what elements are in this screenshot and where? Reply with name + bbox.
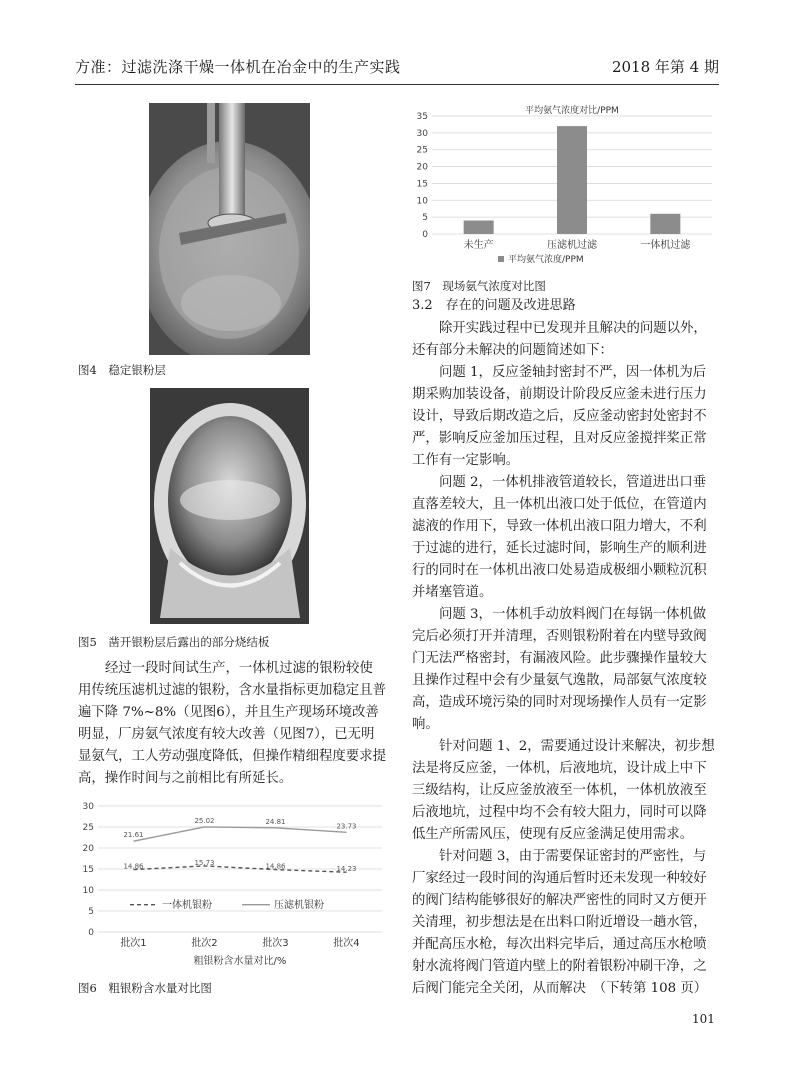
data-label: 14.23 [336,865,357,874]
figure-7-caption: 图7 现场氨气浓度对比图 [412,279,546,293]
bar [464,221,494,234]
y-tick-label: 20 [82,844,94,854]
y-tick-label: 20 [416,162,428,173]
y-tick-label: 0 [422,230,428,240]
x-axis-label: 粗银粉含水量对比/% [193,956,287,967]
paragraph: 问题 1，反应釜轴封密封不严，因一体机为后期采购加装设备，前期设计阶段反应釜未进行压力设计，导致后期改造之后，反应釜动密封处密封不严，影响反应釜加压过程，且对反应釜搅拌桨正常工作有一定影响。 [412,365,707,468]
ammonia-bar-chart [404,102,716,272]
series-line [134,827,347,841]
data-label: 23.73 [336,822,357,831]
figure-6-chart [78,796,388,972]
y-tick-label: 25 [82,823,94,833]
data-label: 25.02 [194,816,215,825]
page-number: 101 [692,1012,715,1026]
bar [650,214,680,234]
y-tick-label: 15 [82,865,94,875]
x-tick-label: 批次1 [120,938,147,949]
figure-4-caption: 图4 稳定银粉层 [78,363,166,377]
y-tick-label: 30 [82,802,94,812]
right-column-text [412,318,718,1000]
data-label: 15.73 [194,858,215,867]
legend-label: 平均氨气浓度/PPM [508,255,584,265]
y-tick-label: 25 [416,145,428,156]
x-tick-label: 批次3 [262,938,289,949]
y-tick-label: 15 [416,179,428,190]
figure-4-image [149,103,310,355]
x-tick-label: 一体机过滤 [640,240,691,251]
figure-5-caption: 图5 凿开银粉层后露出的部分烧结板 [78,635,270,649]
left-column-text [78,658,386,790]
bar [557,126,587,234]
data-label: 24.81 [265,817,286,826]
legend-label: 一体机银粉 [162,900,212,912]
x-tick-label: 批次4 [333,938,360,949]
y-tick-label: 35 [416,112,428,122]
data-label: 14.86 [265,862,286,871]
moisture-line-chart [78,796,388,972]
figure-6-caption: 图6 粗银粉含水量对比图 [78,981,212,995]
running-header-title: 方准：过滤洗涤干燥一体机在冶金中的生产实践 [75,58,401,76]
figure-5-image [150,388,309,624]
y-tick-label: 30 [416,128,428,139]
section-heading: 3.2 存在的问题及改进思路 [412,298,576,313]
figure-7-chart [404,102,716,272]
paragraph: 问题 3，一体机手动放料阀门在每锅一体机做完后必须打开并清理，否则银粉附着在内壁导致阀门无法严格密封，有漏液风险。此步骤操作量较大且操作过程中会有少量氨气逸散，局部氨气浓度较高，造成环境污染的同时对现场操作人员有一定影响。 [412,607,707,732]
paragraph: 问题 2，一体机排液管道较长，管道进出口垂直落差较大，且一体机出液口处于低位，在管道内滤液的作用下，导致一体机出液口阻力增大，不利于过滤的进行，延长过滤时间，影响生产的顺利进行的同时在一体机出液口处易造成极细小颗粒沉积并堵塞管道。 [412,475,707,600]
legend-swatch [498,256,504,262]
figure-4-photo [149,103,310,355]
figure-5-photo [150,388,309,624]
y-tick-label: 10 [82,886,94,896]
paragraph: 经过一段时间试生产，一体机过滤的银粉较使用传统压滤机过滤的银粉，含水量指标更加稳定且普遍下降 7%~8%（见图6），并且生产现场环境改善明显，厂房氨气浓度有较大改善（见图7），已无明显氨气，工人劳动强度降低，但操作精细程度要求提高，操作时间与之前相比有所延长。 [78,661,386,786]
legend-label: 压滤机银粉 [274,900,324,912]
x-tick-label: 批次2 [191,938,218,949]
y-tick-label: 0 [88,928,94,938]
y-tick-label: 10 [416,196,428,207]
x-tick-label: 压滤机过滤 [547,240,597,251]
y-tick-label: 5 [422,213,428,224]
paragraph: 除开实践过程中已发现并且解决的问题以外，还有部分未解决的问题简述如下： [412,321,707,358]
paragraph: 针对问题 3，由于需要保证密封的严密性，与厂家经过一段时间的沟通后暂时还未发现一种较好的阀门结构能够很好的解决严密性的同时又方便开关清理，初步想法是在出料口附近增设一趟水管，并配高压水枪，每次出料完毕后，通过高压水枪喷射水流将阀门管道内壁上的附着银粉冲刷干净，之后阀门能完全关闭，从而解决 （下转第 108 页） [412,849,708,996]
chart-title: 平均氨气浓度对比/PPM [525,106,619,116]
running-header-issue: 2018 年第 4 期 [611,58,719,76]
header-rule [75,84,719,85]
data-label: 21.61 [123,831,144,840]
paragraph: 针对问题 1、2，需要通过设计来解决，初步想法是将反应釜，一体机，后液地坑，设计成上中下三级结构，让反应釜放液至一体机，一体机放液至后液地坑，过程中均不会有较大阻力，同时可以降低生产所需风压，使现有反应釜满足使用需求。 [412,739,715,842]
x-tick-label: 未生产 [463,240,494,251]
data-label: 14.86 [123,862,144,871]
y-tick-label: 5 [88,907,94,917]
